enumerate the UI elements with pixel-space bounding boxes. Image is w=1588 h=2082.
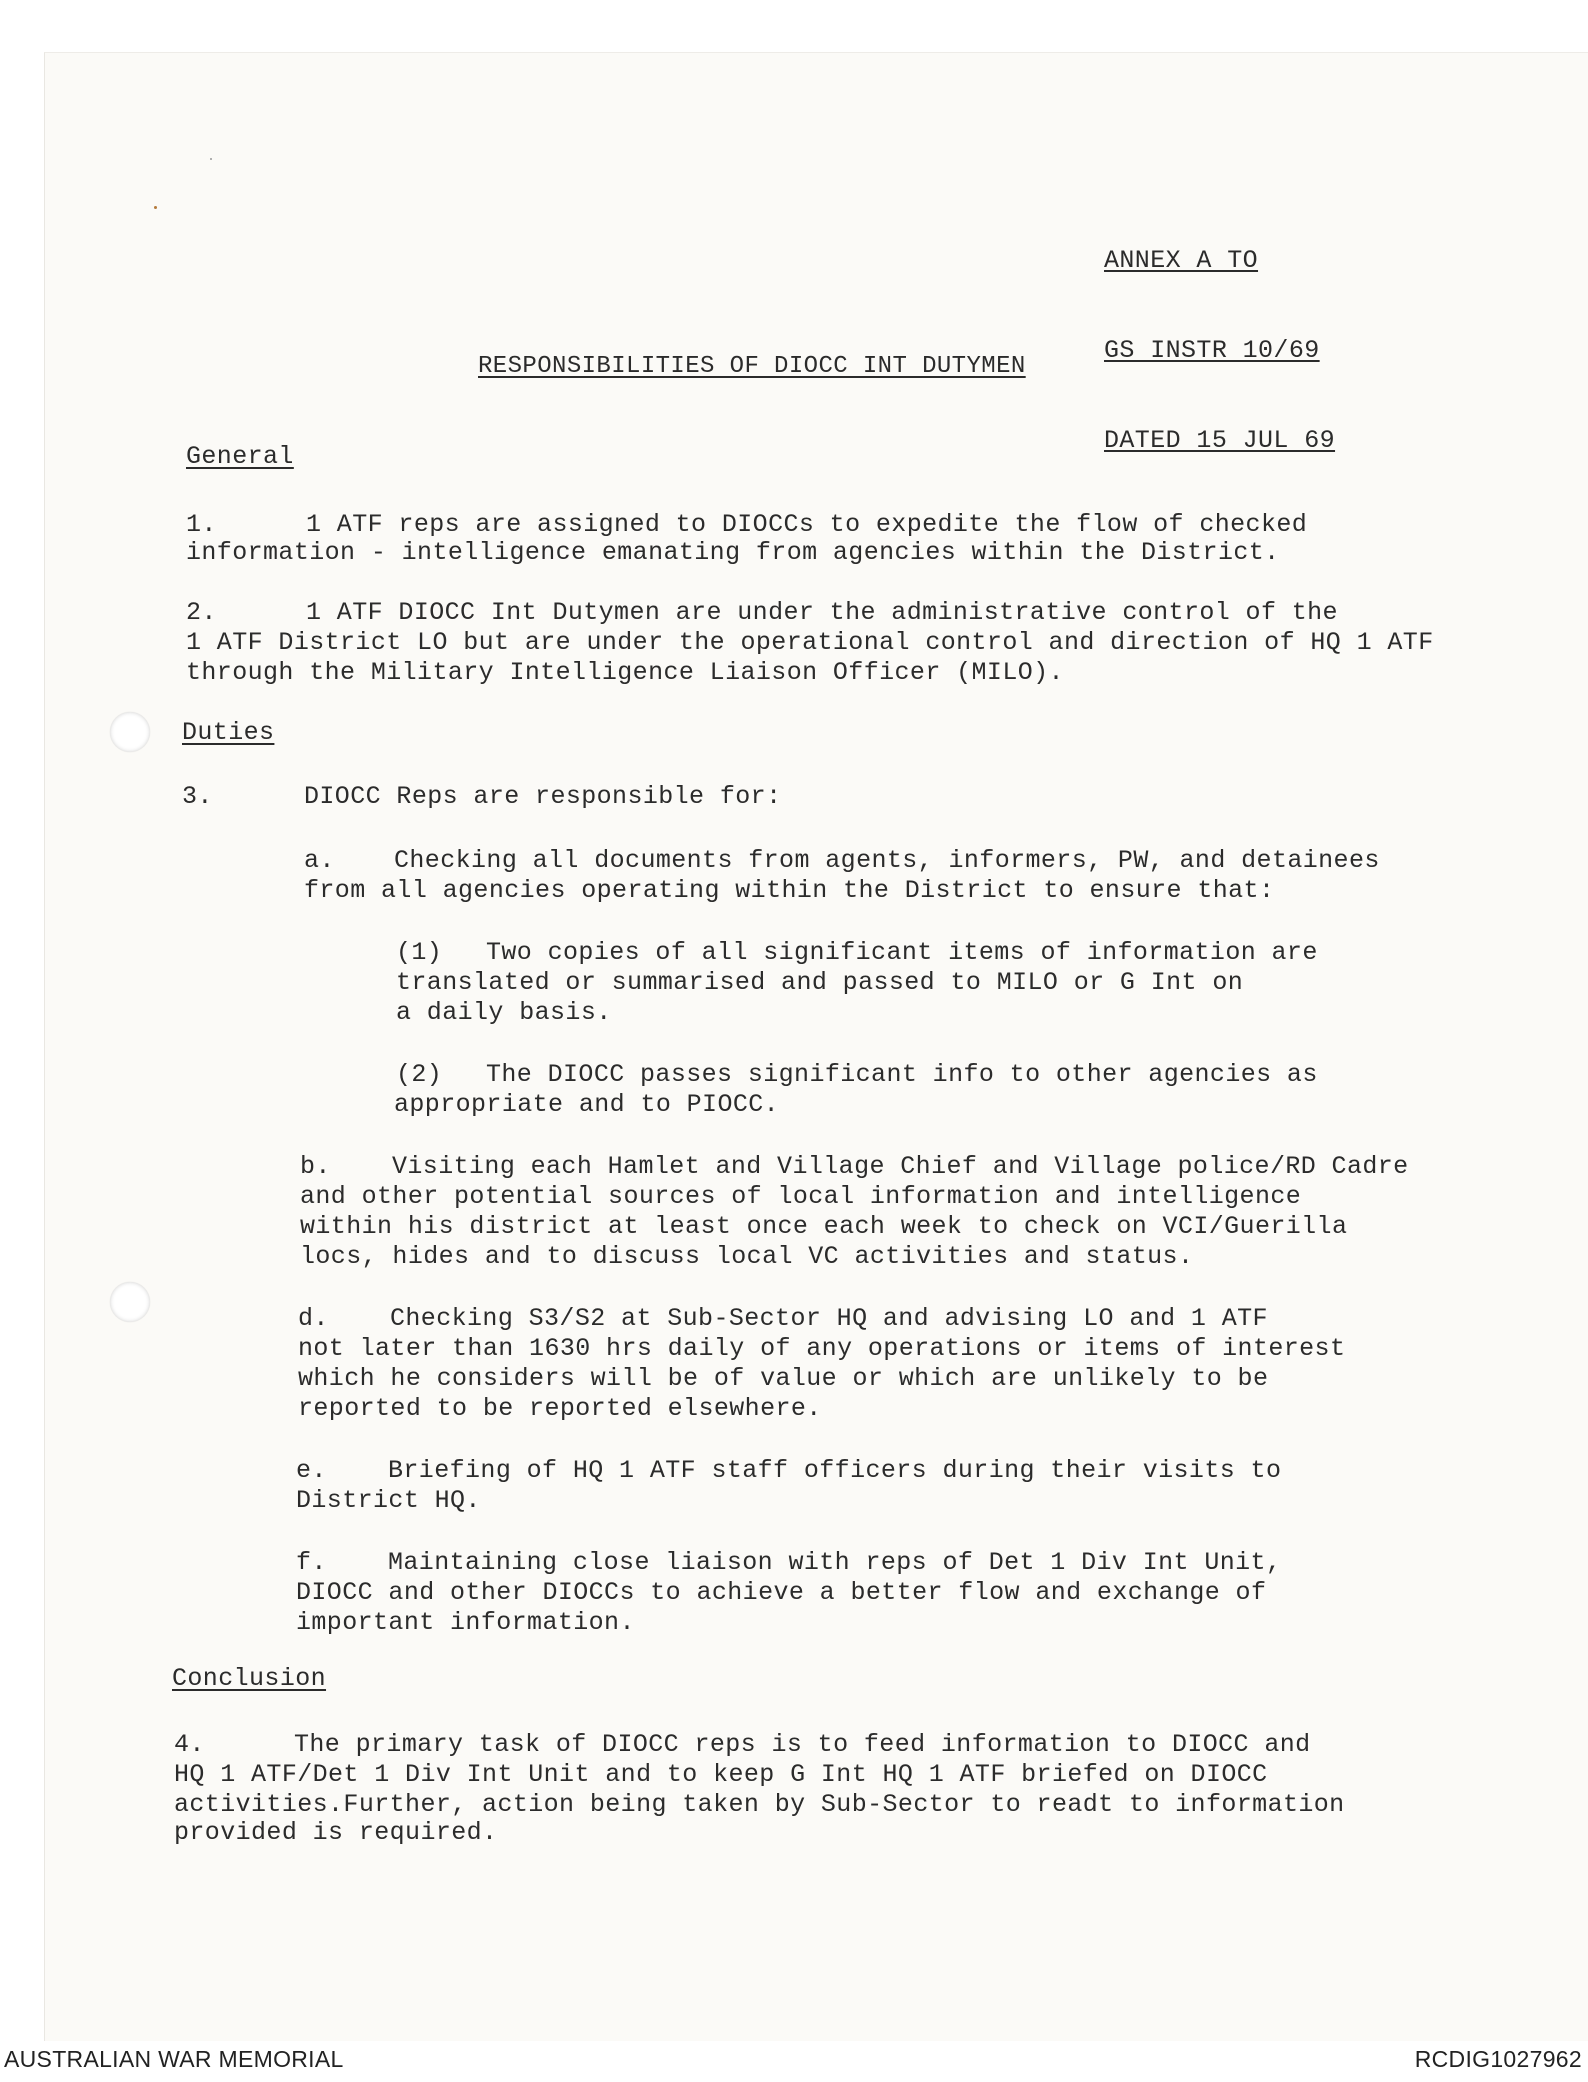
- subitem-1-line: a daily basis.: [396, 998, 612, 1027]
- item-b-line: within his district at least once each week to check on VCI/Guerilla: [300, 1212, 1348, 1241]
- item-d-line: which he considers will be of value or which are unlikely to be: [298, 1364, 1269, 1393]
- item-a-line: Checking all documents from agents, informers, PW, and detainees: [394, 846, 1380, 875]
- para-4-line: provided is required.: [174, 1818, 498, 1847]
- item-d-line: reported to be reported elsewhere.: [298, 1394, 822, 1423]
- subitem-2-label: (2): [396, 1060, 443, 1089]
- item-d-line: not later than 1630 hrs daily of any operations or items of interest: [298, 1334, 1346, 1363]
- annex-reference: [1104, 186, 1335, 486]
- item-b-label: b.: [300, 1152, 331, 1181]
- item-b-line: locs, hides and to discuss local VC activities and status.: [300, 1242, 1194, 1271]
- item-e-line: Briefing of HQ 1 ATF staff officers during their visits to: [388, 1456, 1282, 1485]
- para-4-line: The primary task of DIOCC reps is to feed information to DIOCC and: [294, 1730, 1311, 1759]
- item-f-line: important information.: [296, 1608, 635, 1637]
- item-e-line: District HQ.: [296, 1486, 481, 1515]
- para-2-line: through the Military Intelligence Liaison Officer (MILO).: [186, 658, 1064, 687]
- item-d-label: d.: [298, 1304, 329, 1333]
- para-4-line: activities.Further, action being taken by Sub-Sector to readt to information: [174, 1790, 1345, 1819]
- para-2-line: 1 ATF District LO but are under the operational control and direction of HQ 1 ATF: [186, 628, 1434, 657]
- para-3-intro: DIOCC Reps are responsible for:: [304, 782, 782, 811]
- document-title: RESPONSIBILITIES OF DIOCC INT DUTYMEN: [478, 353, 1026, 380]
- annex-line-3: DATED 15 JUL 69: [1104, 426, 1336, 455]
- punch-hole-top: [110, 712, 150, 752]
- item-f-line: Maintaining close liaison with reps of Det 1 Div Int Unit,: [388, 1548, 1282, 1577]
- footer-record-id: RCDIG1027962: [1414, 2046, 1582, 2072]
- item-a-label: a.: [304, 846, 335, 875]
- para-4-number: 4.: [174, 1730, 205, 1759]
- para-3-number: 3.: [182, 782, 213, 811]
- subitem-1-line: Two copies of all significant items of information are: [486, 938, 1318, 967]
- subitem-1-label: (1): [396, 938, 443, 967]
- para-1-number: 1.: [186, 510, 217, 539]
- item-f-label: f.: [296, 1548, 327, 1577]
- footer-archive-name: AUSTRALIAN WAR MEMORIAL: [4, 2046, 344, 2072]
- paper-speck: [210, 158, 212, 160]
- item-b-line: and other potential sources of local information and intelligence: [300, 1182, 1302, 1211]
- para-1-line: information - intelligence emanating from agencies within the District.: [186, 538, 1280, 567]
- subitem-2-line: appropriate and to PIOCC.: [394, 1090, 780, 1119]
- para-4-line: HQ 1 ATF/Det 1 Div Int Unit and to keep G Int HQ 1 ATF briefed on DIOCC: [174, 1760, 1268, 1789]
- item-e-label: e.: [296, 1456, 327, 1485]
- para-1-line: 1 ATF reps are assigned to DIOCCs to expedite the flow of checked: [306, 510, 1308, 539]
- para-2-number: 2.: [186, 598, 217, 627]
- section-heading-general: General: [186, 442, 294, 471]
- para-2-line: 1 ATF DIOCC Int Dutymen are under the administrative control of the: [306, 598, 1338, 627]
- section-heading-conclusion: Conclusion: [172, 1664, 327, 1693]
- item-d-line: Checking S3/S2 at Sub-Sector HQ and advising LO and 1 ATF: [390, 1304, 1268, 1333]
- subitem-2-line: The DIOCC passes significant info to other agencies as: [486, 1060, 1318, 1089]
- annex-line-2: GS INSTR 10/69: [1104, 336, 1320, 365]
- punch-hole-bottom: [110, 1282, 150, 1322]
- item-f-line: DIOCC and other DIOCCs to achieve a better flow and exchange of: [296, 1578, 1267, 1607]
- section-heading-duties: Duties: [182, 718, 275, 747]
- item-a-line: from all agencies operating within the District to ensure that:: [304, 876, 1275, 905]
- subitem-1-line: translated or summarised and passed to MILO or G Int on: [396, 968, 1244, 997]
- item-b-line: Visiting each Hamlet and Village Chief and Village police/RD Cadre: [392, 1152, 1409, 1181]
- annex-line-1: ANNEX A TO: [1104, 246, 1259, 275]
- paper-speck: [154, 206, 157, 209]
